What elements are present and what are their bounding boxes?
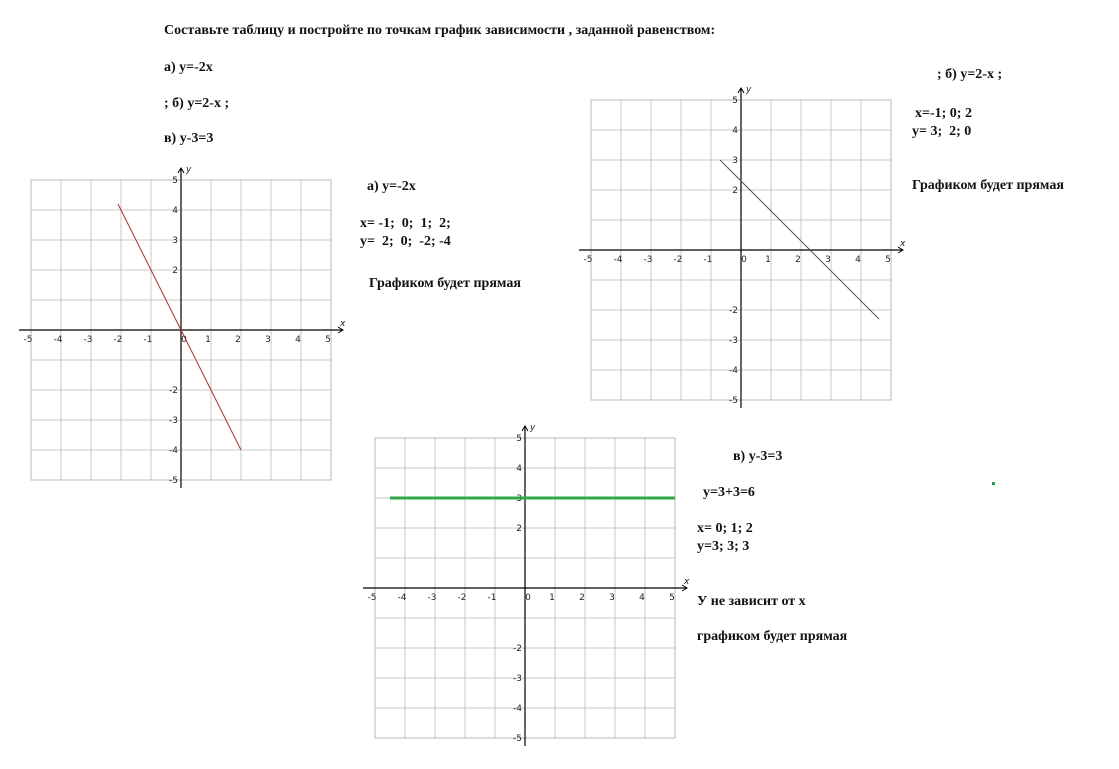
- x-tick-label: 3: [265, 335, 271, 345]
- y-tick-label: -5: [729, 396, 738, 406]
- note-c-calc: у=3+3=6: [703, 485, 755, 500]
- y-tick-label: 5: [172, 176, 178, 186]
- note-c-independence: У не зависит от х: [697, 594, 806, 609]
- note-c-heading: в) у-3=3: [733, 449, 783, 464]
- y-tick-label: 4: [172, 206, 178, 216]
- note-a-x-row: х= -1; 0; 1; 2;: [360, 216, 451, 231]
- y-tick-label: -5: [513, 734, 522, 744]
- y-tick-label: 3: [516, 494, 522, 504]
- y-axis-label: y: [186, 165, 192, 175]
- x-tick-label: -4: [613, 255, 623, 265]
- y-tick-label: -4: [169, 446, 178, 456]
- x-tick-label: -3: [83, 335, 93, 345]
- x-tick-label: 3: [609, 593, 615, 603]
- x-tick-label: 5: [669, 593, 675, 603]
- note-b-x-row: х=-1; 0; 2: [915, 106, 972, 121]
- x-tick-label: 0: [741, 255, 747, 265]
- series-line: [118, 204, 241, 450]
- note-b-y-row: у= 3; 2; 0: [912, 124, 972, 139]
- chart-y-2-minus-x: [576, 85, 906, 415]
- task-item-b: ; б) у=2-х ;: [164, 96, 230, 111]
- x-tick-label: 0: [525, 593, 531, 603]
- task-item-a: а) у=-2х: [164, 60, 213, 75]
- y-tick-label: 5: [516, 434, 522, 444]
- x-tick-label: -3: [427, 593, 437, 603]
- y-tick-label: -2: [729, 306, 738, 316]
- x-axis-label: x: [684, 577, 690, 587]
- x-tick-label: -1: [143, 335, 153, 345]
- y-tick-label: 2: [732, 186, 738, 196]
- y-tick-label: -4: [729, 366, 738, 376]
- stray-dot: [992, 482, 995, 485]
- y-tick-label: -3: [513, 674, 522, 684]
- x-tick-label: -2: [673, 255, 683, 265]
- y-tick-label: -4: [513, 704, 522, 714]
- note-a-conclusion: Графиком будет прямая: [369, 276, 521, 291]
- note-b-heading: ; б) у=2-х ;: [937, 67, 1003, 82]
- y-tick-label: -2: [169, 386, 178, 396]
- task-title: Составьте таблицу и постройте по точкам график зависимости , заданной равенством:: [164, 23, 716, 38]
- y-axis-label: y: [746, 85, 752, 95]
- x-tick-label: 4: [855, 255, 861, 265]
- y-tick-label: 4: [732, 126, 738, 136]
- y-tick-label: 3: [732, 156, 738, 166]
- x-tick-label: 1: [765, 255, 771, 265]
- x-tick-label: 3: [825, 255, 831, 265]
- x-tick-label: 2: [795, 255, 801, 265]
- x-tick-label: -5: [367, 593, 377, 603]
- note-b-conclusion: Графиком будет прямая: [912, 178, 1064, 193]
- note-c-y-row: у=3; 3; 3: [697, 539, 750, 554]
- note-c-x-row: х= 0; 1; 2: [697, 521, 753, 536]
- y-tick-label: -2: [513, 644, 522, 654]
- x-tick-label: -2: [457, 593, 467, 603]
- y-tick-label: 5: [732, 96, 738, 106]
- x-tick-label: -5: [23, 335, 33, 345]
- y-tick-label: 2: [516, 524, 522, 534]
- x-tick-label: -3: [643, 255, 653, 265]
- x-tick-label: 2: [235, 335, 241, 345]
- task-item-c: в) у-3=3: [164, 131, 214, 146]
- x-tick-label: 0: [181, 335, 187, 345]
- x-tick-label: -2: [113, 335, 123, 345]
- x-axis-label: x: [900, 239, 906, 249]
- x-tick-label: 1: [549, 593, 555, 603]
- series-line: [720, 160, 879, 319]
- x-axis-label: x: [340, 319, 346, 329]
- y-tick-label: 3: [172, 236, 178, 246]
- note-a-heading: а) у=-2х: [367, 179, 416, 194]
- y-tick-label: 2: [172, 266, 178, 276]
- x-tick-label: 2: [579, 593, 585, 603]
- x-tick-label: 5: [325, 335, 331, 345]
- x-tick-label: 4: [639, 593, 645, 603]
- x-tick-label: -4: [53, 335, 63, 345]
- y-tick-label: 4: [516, 464, 522, 474]
- x-tick-label: 5: [885, 255, 891, 265]
- x-tick-label: 1: [205, 335, 211, 345]
- y-tick-label: -3: [169, 416, 178, 426]
- x-tick-label: -1: [703, 255, 713, 265]
- y-tick-label: -3: [729, 336, 738, 346]
- x-tick-label: 4: [295, 335, 301, 345]
- chart-y-minus-3-eq-3: [360, 423, 690, 753]
- y-axis-label: y: [530, 423, 536, 433]
- note-c-conclusion: графиком будет прямая: [697, 629, 848, 644]
- y-tick-label: -5: [169, 476, 178, 486]
- chart-y-minus-2x: [16, 165, 346, 495]
- x-tick-label: -5: [583, 255, 593, 265]
- x-tick-label: -1: [487, 593, 497, 603]
- note-a-y-row: у= 2; 0; -2; -4: [360, 234, 451, 249]
- x-tick-label: -4: [397, 593, 407, 603]
